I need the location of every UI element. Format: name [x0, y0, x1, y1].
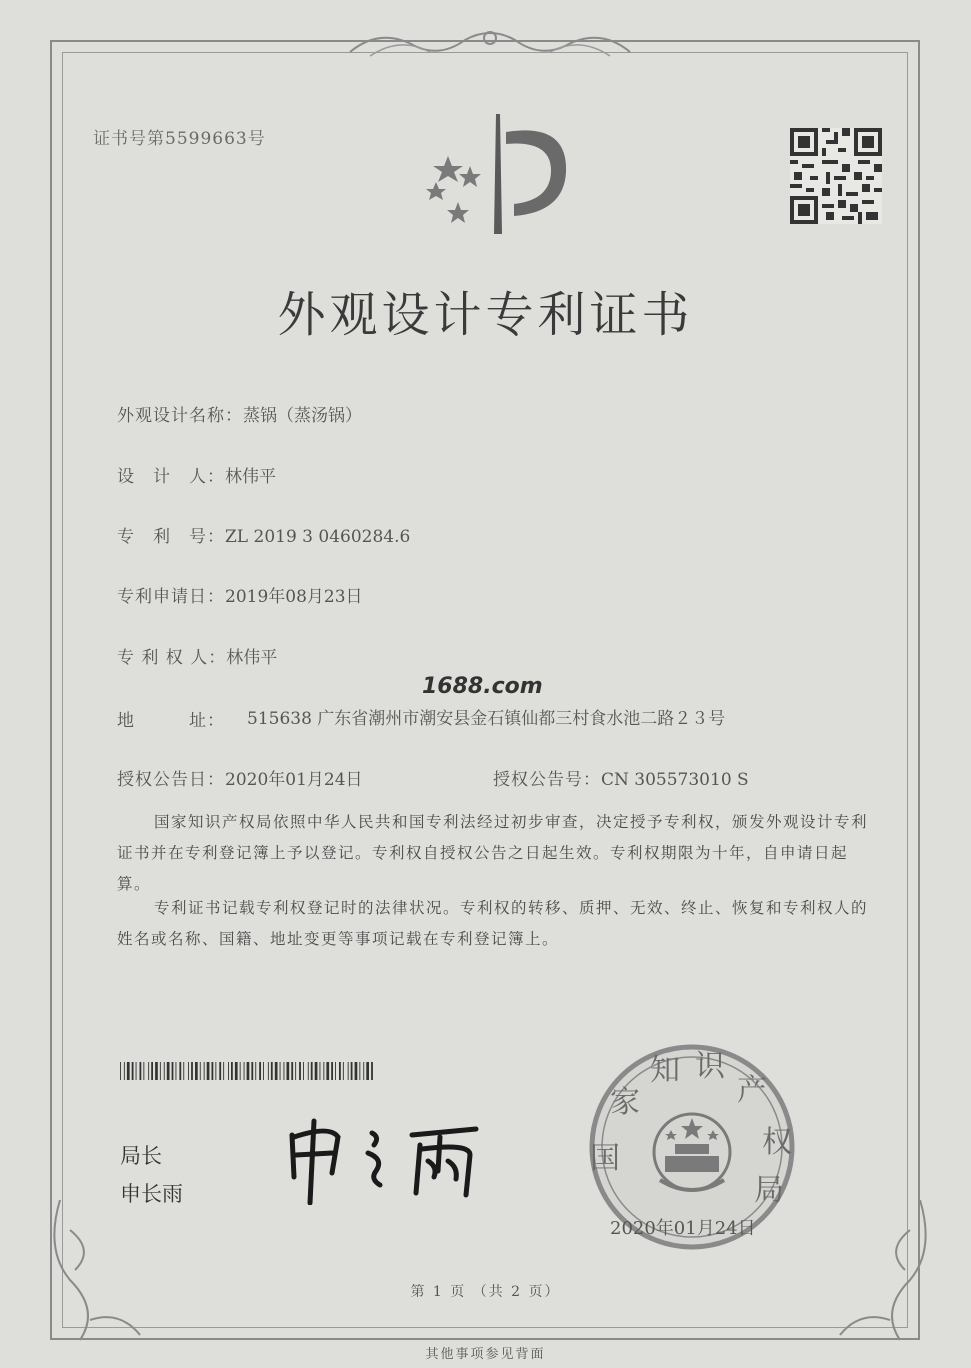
svg-text:知: 知: [650, 1054, 680, 1087]
seal-date: 2020年01月24日: [610, 1218, 756, 1239]
bottom-left-ornament-icon: [40, 1190, 150, 1350]
watermark-1688: 1688.com: [422, 674, 543, 699]
field-design-name: [117, 401, 362, 426]
paragraph-2: 专利证书记载专利权登记时的法律状况。专利权的转移、质押、无效、终止、恢复和专利权人的姓名或名称、国籍、地址变更等事项记载在专利登记簿上。: [117, 899, 869, 948]
grant-date-value: 2020年01月24日: [225, 770, 363, 790]
svg-text:权: 权: [762, 1126, 792, 1159]
field-patentee: [117, 643, 277, 668]
top-ornament-icon: [340, 22, 640, 66]
bottom-right-ornament-icon: [830, 1190, 940, 1350]
field-grant-date: [117, 765, 363, 790]
certificate-title: 外观设计专利证书: [277, 287, 694, 343]
svg-text:产: 产: [737, 1074, 767, 1107]
filing-date-label: 专利申请日：: [117, 587, 225, 607]
designer-label: 设 计 人：: [117, 467, 225, 487]
svg-text:局: 局: [754, 1174, 784, 1207]
field-designer: [117, 462, 276, 487]
signature-icon: [280, 1115, 500, 1205]
signatory-name: 申长雨: [120, 1182, 183, 1206]
patentee-value: 林伟平: [226, 648, 278, 668]
filing-date-value: 2019年08月23日: [225, 587, 363, 607]
patent-no-value: ZL 2019 3 0460284.6: [225, 527, 411, 547]
paragraph-1: 国家知识产权局依照中华人民共和国专利法经过初步审查，决定授予专利权，颁发外观设计专利证书并在专利登记簿上予以登记。专利权自授权公告之日起生效。专利权期限为十年，自申请日起算。: [117, 813, 869, 893]
design-name-value: 蒸锅（蒸汤锅）: [243, 406, 362, 426]
signatory-role: 局长: [120, 1144, 162, 1168]
grant-no-value: CN 305573010 S: [601, 770, 749, 790]
svg-text:识: 识: [695, 1050, 725, 1083]
patentee-label: 专 利 权 人：: [117, 648, 227, 668]
grant-date-label: 授权公告日：: [117, 770, 225, 790]
cnipa-logo-icon: [418, 112, 578, 242]
address-value: 515638 广东省潮州市潮安县金石镇仙都三村食水池二路２３号: [247, 709, 726, 729]
field-grant-no: [493, 765, 749, 790]
page-number: 第 1 页 （共 2 页）: [410, 1284, 561, 1300]
design-name-label: 外观设计名称：: [117, 406, 243, 426]
address-label: 地 址：: [117, 711, 225, 731]
field-patent-no: [117, 522, 410, 547]
grant-no-label: 授权公告号：: [493, 770, 601, 790]
svg-text:家: 家: [610, 1086, 640, 1119]
patent-no-label: 专 利 号：: [117, 527, 225, 547]
qr-code-icon: [790, 128, 882, 224]
field-address: [117, 706, 225, 731]
certificate-number: 证书号第5599663号: [93, 129, 266, 149]
svg-text:国: 国: [590, 1142, 620, 1175]
footer-note: 其他事项参见背面: [425, 1347, 546, 1362]
barcode-icon: [120, 1062, 374, 1080]
designer-value: 林伟平: [225, 467, 276, 487]
field-filing-date: [117, 582, 363, 607]
